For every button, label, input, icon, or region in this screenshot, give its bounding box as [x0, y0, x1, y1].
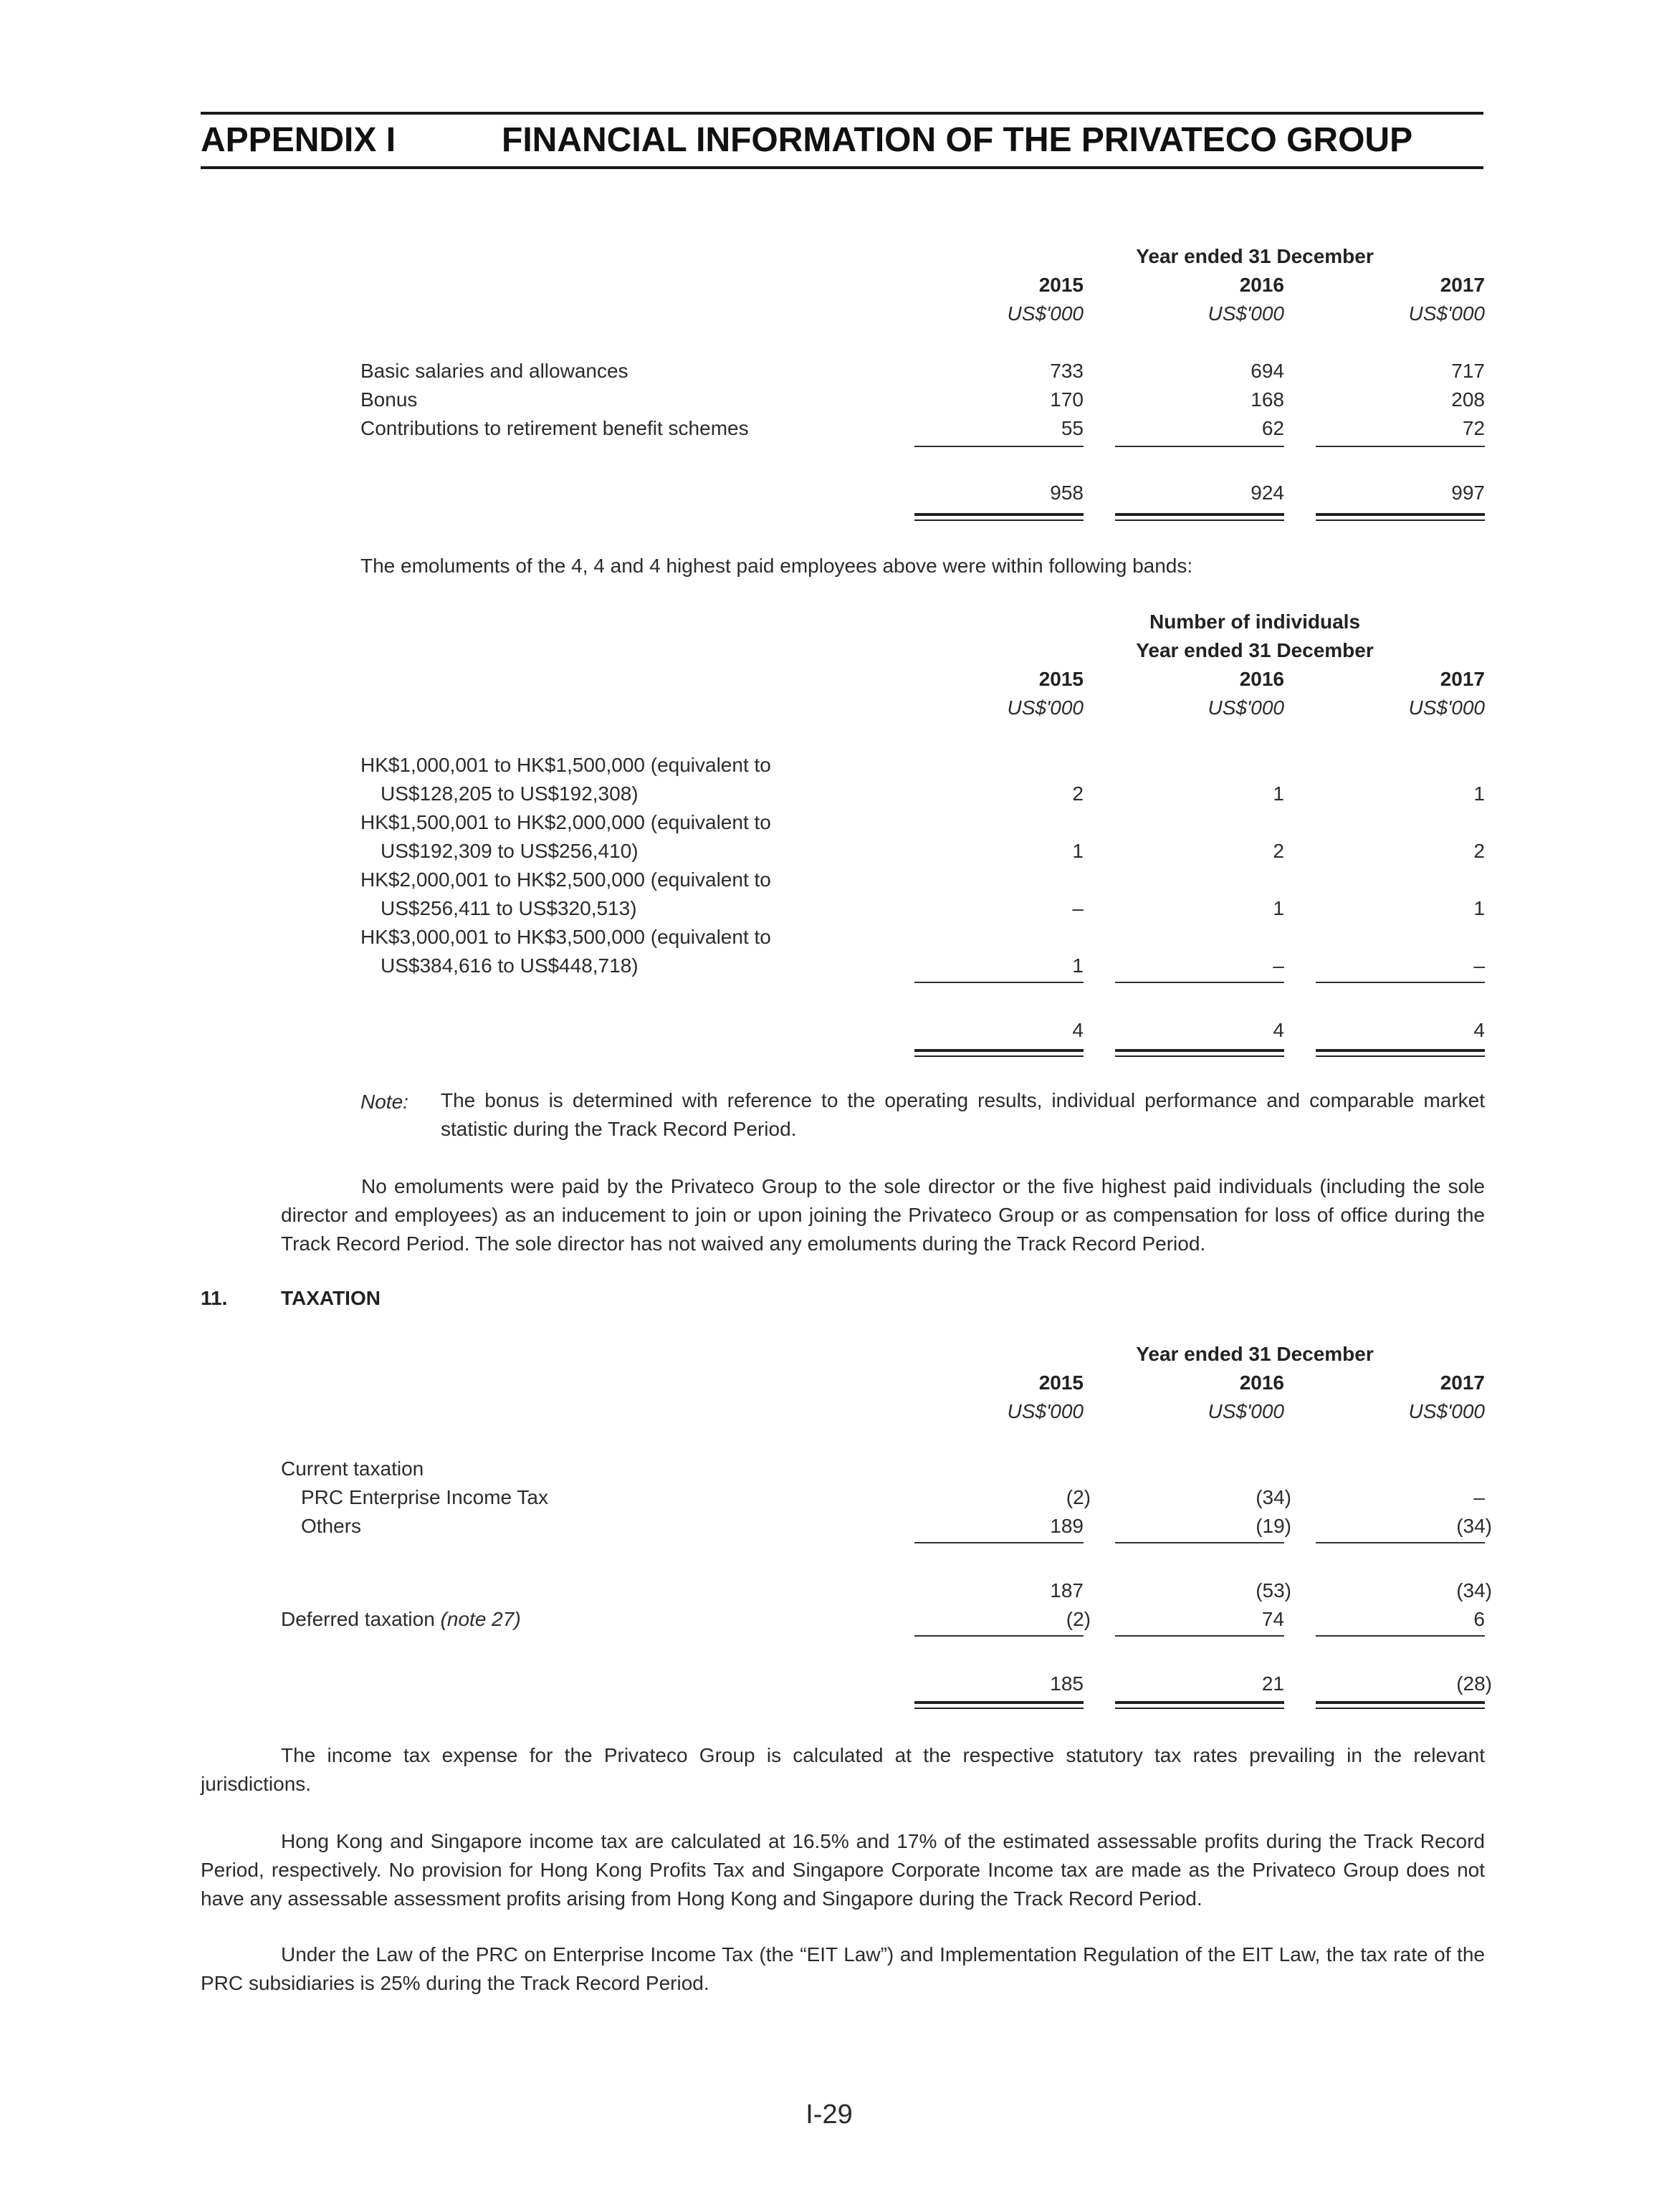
year-header: 2015 [1038, 668, 1084, 690]
total-value: (28) [1456, 1672, 1492, 1695]
total-value: 4 [1473, 1019, 1485, 1041]
band-label: HK$1,500,001 to HK$2,000,000 (equivalent to [360, 811, 771, 833]
cell-value: 1 [1473, 897, 1485, 919]
subtotal-rule [1115, 1542, 1284, 1543]
subtotal-rule [914, 982, 1084, 983]
subtotal-rule [1115, 1635, 1284, 1637]
subtotal-rule [1115, 982, 1284, 983]
subtotal-rule [1316, 982, 1485, 983]
paragraph: Under the Law of the PRC on Enterprise Income Tax (the “EIT Law”) and Implementation Regulation of the EIT Law, the tax rate of the PRC subsidiaries is 25% during the Track Record Period. [201, 1943, 1485, 1994]
subtotal-value: (34) [1456, 1579, 1492, 1601]
cell-value: 72 [1462, 417, 1485, 439]
subtotal-value: (53) [1256, 1579, 1291, 1601]
cell-value: 2 [1072, 782, 1084, 805]
cell-value: 1 [1072, 840, 1084, 862]
cell-value: 1 [1273, 897, 1284, 919]
total-double-rule [1316, 513, 1485, 521]
cell-value: – [1273, 954, 1284, 977]
year-header: 2016 [1239, 668, 1284, 690]
cell-value: 6 [1473, 1608, 1485, 1630]
band-label: HK$1,000,001 to HK$1,500,000 (equivalent to [360, 754, 771, 776]
bands-period-heading: Year ended 31 December [1136, 639, 1374, 661]
total-value: 185 [1050, 1672, 1084, 1695]
cell-value: 189 [1050, 1515, 1084, 1537]
unit-label: US$'000 [1408, 696, 1485, 719]
band-label-cont: US$128,205 to US$192,308) [381, 782, 639, 805]
year-header: 2016 [1239, 274, 1284, 296]
unit-label: US$'000 [1007, 1400, 1084, 1422]
total-double-rule [1316, 1049, 1485, 1057]
deferred-taxation-text: Deferred taxation [281, 1608, 435, 1630]
band-label: HK$2,000,001 to HK$2,500,000 (equivalent to [360, 868, 771, 891]
total-double-rule [1316, 1701, 1485, 1709]
band-label-cont: US$192,309 to US$256,410) [381, 840, 639, 862]
total-double-rule [914, 513, 1084, 521]
header-bottom-rule [201, 166, 1483, 169]
tax-period-heading: Year ended 31 December [1136, 1343, 1374, 1365]
unit-label: US$'000 [1208, 1400, 1284, 1422]
cell-value: – [1473, 1486, 1485, 1508]
cell-value: 1 [1473, 782, 1485, 805]
total-value: 997 [1451, 482, 1485, 504]
current-taxation-label: Current taxation [281, 1457, 424, 1480]
cell-value: 170 [1050, 388, 1084, 411]
band-label: HK$3,000,001 to HK$3,500,000 (equivalent to [360, 926, 771, 948]
note-label: Note: [360, 1091, 408, 1113]
note-text: The bonus is determined with reference to the operating results, individual performance and comparable market statistic during the Track Record Period. [441, 1089, 1485, 1140]
subtotal-rule [914, 446, 1084, 447]
total-double-rule [1115, 513, 1284, 521]
row-label: Contributions to retirement benefit schemes [360, 417, 749, 439]
unit-label: US$'000 [1208, 696, 1284, 719]
cell-value: – [1473, 954, 1485, 977]
total-value: 958 [1050, 482, 1084, 504]
row-label: Basic salaries and allowances [360, 360, 628, 382]
deferred-note-ref: (note 27) [440, 1608, 521, 1630]
unit-label: US$'000 [1408, 302, 1485, 325]
row-label: Bonus [360, 388, 418, 411]
unit-label: US$'000 [1208, 302, 1284, 325]
appendix-label: APPENDIX I [201, 121, 396, 159]
total-value: 4 [1273, 1019, 1284, 1041]
subtotal-rule [1115, 446, 1284, 447]
cell-value: 2 [1473, 840, 1485, 862]
total-double-rule [914, 1049, 1084, 1057]
paragraph: Hong Kong and Singapore income tax are calculated at 16.5% and 17% of the estimated assessable profits during the Track Record Period, respectively. No provision for Hong Kong Profits Tax and Singapore Corporate Income tax are made as the Privateco Group does not have any assessable assessment profits arising from Hong Kong and Singapore during the Track Record Period. [201, 1830, 1485, 1910]
band-label-cont: US$256,411 to US$320,513) [381, 897, 637, 919]
page-title: FINANCIAL INFORMATION OF THE PRIVATECO GROUP [502, 121, 1413, 159]
total-double-rule [1115, 1049, 1284, 1057]
emoluments-period-heading: Year ended 31 December [1136, 245, 1374, 267]
cell-value: – [1072, 897, 1084, 919]
cell-value: (19) [1256, 1515, 1291, 1537]
paragraph: The income tax expense for the Privateco Group is calculated at the respective statutory tax rates prevailing in the relevant jurisdictions. [201, 1744, 1485, 1795]
year-header: 2016 [1239, 1371, 1284, 1394]
row-label: PRC Enterprise Income Tax [301, 1486, 548, 1508]
cell-value: 62 [1261, 417, 1284, 439]
subtotal-rule [914, 1542, 1084, 1543]
cell-value: 717 [1451, 360, 1485, 382]
unit-label: US$'000 [1007, 302, 1084, 325]
total-value: 4 [1072, 1019, 1084, 1041]
no-emoluments-paragraph: No emoluments were paid by the Privateco Group to the sole director or the five highest paid individuals (including the sole director and employees) as an inducement to join or upon joining the Privateco Group or as compensation for loss of office during the Track Record Period. The sole director has not waived any emoluments during the Track Record Period. [281, 1175, 1485, 1255]
band-label-cont: US$384,616 to US$448,718) [381, 954, 639, 977]
year-header: 2017 [1440, 1371, 1485, 1394]
section-number: 11. [201, 1287, 228, 1309]
cell-value: 694 [1251, 360, 1284, 382]
year-header: 2015 [1038, 1371, 1084, 1394]
deferred-taxation-label [281, 1608, 521, 1631]
total-double-rule [1115, 1701, 1284, 1709]
unit-label: US$'000 [1408, 1400, 1485, 1422]
cell-value: 2 [1273, 840, 1284, 862]
total-value: 21 [1261, 1672, 1284, 1695]
subtotal-value: 187 [1050, 1579, 1084, 1601]
page-number: I-29 [805, 2100, 853, 2130]
cell-value: 74 [1261, 1608, 1284, 1630]
cell-value: 733 [1050, 360, 1084, 382]
cell-value: 208 [1451, 388, 1485, 411]
year-header: 2017 [1440, 274, 1485, 296]
section-title: TAXATION [281, 1287, 381, 1309]
subtotal-rule [1316, 1542, 1485, 1543]
year-header: 2017 [1440, 668, 1485, 690]
cell-value: 1 [1072, 954, 1084, 977]
cell-value: (2) [1066, 1486, 1091, 1508]
cell-value: (2) [1066, 1608, 1091, 1630]
cell-value: 55 [1061, 417, 1084, 439]
cell-value: 168 [1251, 388, 1284, 411]
year-header: 2015 [1038, 274, 1084, 296]
unit-label: US$'000 [1007, 696, 1084, 719]
cell-value: (34) [1456, 1515, 1492, 1537]
header-top-rule [201, 112, 1483, 115]
total-double-rule [914, 1701, 1084, 1709]
subtotal-rule [1316, 1635, 1485, 1637]
bands-intro: The emoluments of the 4, 4 and 4 highest paid employees above were within following bands: [360, 555, 1193, 577]
cell-value: (34) [1256, 1486, 1291, 1508]
subtotal-rule [1316, 446, 1485, 447]
cell-value: 1 [1273, 782, 1284, 805]
total-value: 924 [1251, 482, 1284, 504]
row-label: Others [301, 1515, 362, 1537]
bands-heading: Number of individuals [1149, 611, 1361, 633]
subtotal-rule [914, 1635, 1084, 1637]
